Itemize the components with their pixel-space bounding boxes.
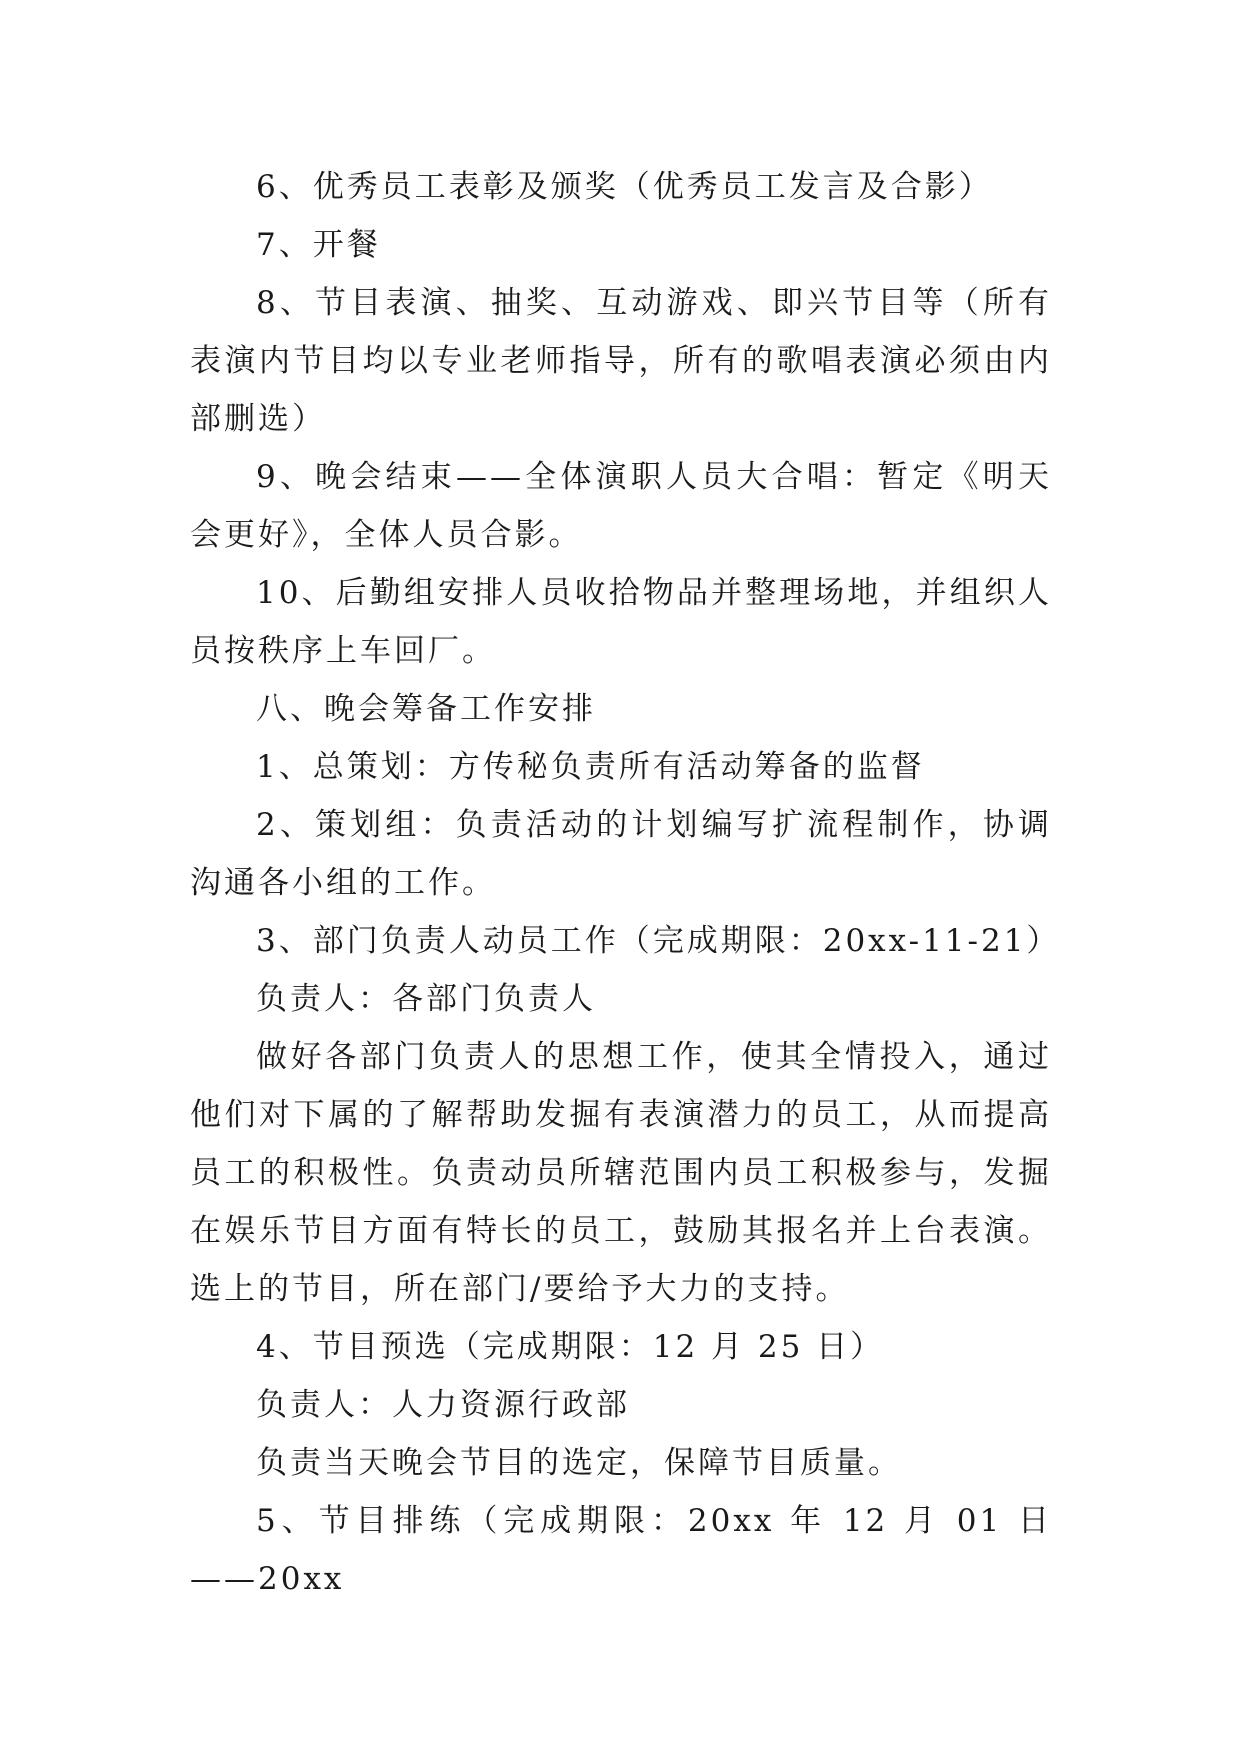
paragraph-item-10: 10、后勤组安排人员收拾物品并整理场地，并组织人员按秩序上车回厂。 xyxy=(190,575,1052,669)
section-heading: 八、晚会筹备工作安排 xyxy=(256,691,596,727)
paragraph-owner: 负责人：人力资源行政部 xyxy=(256,1387,630,1423)
paragraph-planning-group: 2、策划组：负责活动的计划编写扩流程制作，协调沟通各小组的工作。 xyxy=(190,807,1052,901)
paragraph-body-text: 负责当天晚会节目的选定，保障节目质量。 xyxy=(256,1445,902,1481)
paragraph-preselection: 4、节目预选（完成期限：12 月 25 日） xyxy=(256,1329,885,1365)
paragraph-owner: 负责人：各部门负责人 xyxy=(256,981,596,1017)
paragraph-mobilization: 3、部门负责人动员工作（完成期限：20xx-11-21） xyxy=(256,923,1061,959)
paragraph-item-8: 8、节目表演、抽奖、互动游戏、即兴节目等（所有表演内节目均以专业老师指导，所有的歌唱表演必须由内部删选） xyxy=(190,285,1052,437)
paragraph-body-text: 做好各部门负责人的思想工作，使其全情投入，通过他们对下属的了解帮助发掘有表演潜力的员工，从而提高员工的积极性。负责动员所辖范围内员工积极参与，发掘在娱乐节目方面有特长的员工，鼓励其报名并上台表演。选上的节目，所在部门/要给予大力的支持。 xyxy=(190,1039,1052,1307)
paragraph-item-7: 7、开餐 xyxy=(256,227,381,263)
paragraph-planning-chief: 1、总策划：方传秘负责所有活动筹备的监督 xyxy=(256,749,925,785)
paragraph-rehearsal: 5、节目排练（完成期限：20xx 年 12 月 01 日——20xx xyxy=(190,1503,1052,1597)
paragraph-item-6: 6、优秀员工表彰及颁奖（优秀员工发言及合影） xyxy=(256,169,993,205)
paragraph-item-9: 9、晚会结束——全体演职人员大合唱：暂定《明天会更好》，全体人员合影。 xyxy=(190,459,1052,553)
document-body xyxy=(190,158,1061,1608)
